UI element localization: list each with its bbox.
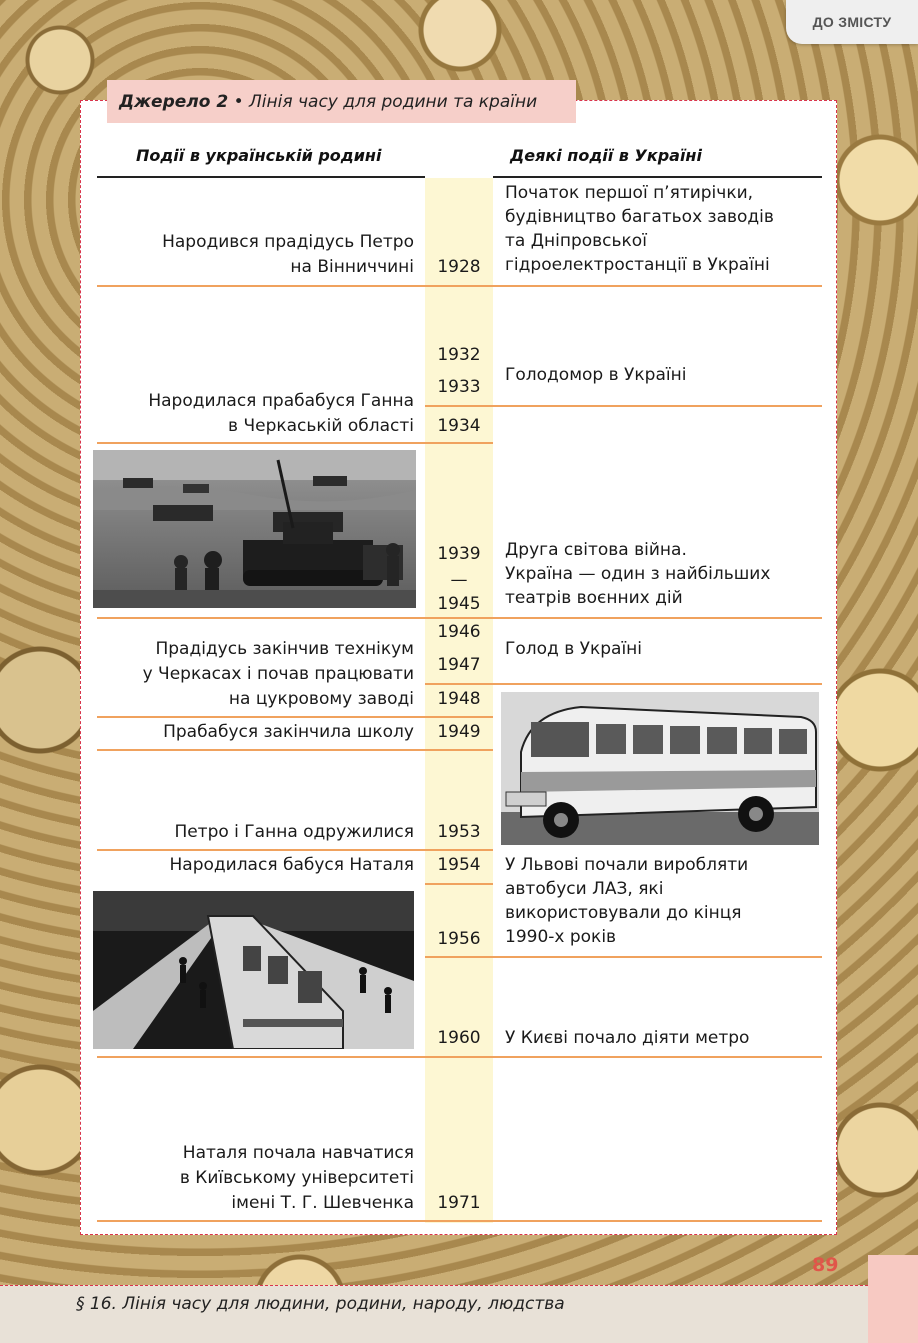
- family-event-line: Прабабуся закінчила школу: [163, 722, 414, 742]
- source-label-title: • Лінія часу для родини та країни: [228, 91, 538, 112]
- family-event-line: в Черкаській області: [228, 416, 414, 436]
- family-event-line: Народився прадідусь Петро: [162, 232, 414, 252]
- row-divider: [97, 442, 425, 444]
- family-event-line: на Вінниччині: [290, 257, 414, 277]
- year-divider: [425, 405, 493, 407]
- page-number: 89: [812, 1254, 839, 1276]
- row-divider: [493, 285, 822, 287]
- year-divider: [425, 1056, 493, 1058]
- row-divider: [493, 617, 822, 619]
- footer-divider: [0, 1285, 868, 1286]
- year-label: 1956: [437, 929, 481, 949]
- family-event-line: Прадідусь закінчив технікум: [155, 639, 414, 659]
- year-label: 1960: [437, 1028, 481, 1048]
- ukraine-event-line: автобуси ЛАЗ, які: [505, 879, 664, 899]
- header-family-events: Події в українській родині: [136, 146, 382, 165]
- ukraine-event-line: використовували до кінця: [505, 903, 742, 923]
- family-event: [148, 389, 414, 439]
- year-divider: [425, 716, 493, 718]
- year-label: 1949: [437, 722, 481, 742]
- year-label: 1945: [437, 594, 481, 614]
- ww2-tanks-photo: [93, 450, 416, 608]
- row-divider: [97, 749, 425, 751]
- ukraine-event-line: Голодомор в Україні: [505, 365, 687, 385]
- family-event: [180, 1141, 414, 1216]
- family-event-line: Народилася прабабуся Ганна: [148, 391, 414, 411]
- year-label: 1947: [437, 655, 481, 675]
- family-event-line: у Черкасах і почав працювати: [142, 664, 414, 684]
- ukraine-event-line: Україна — один з найбільших: [505, 564, 771, 584]
- row-divider: [97, 1056, 425, 1058]
- family-event: [174, 820, 414, 845]
- header-rule-left: [97, 176, 425, 178]
- year-label: 1934: [437, 416, 481, 436]
- family-event: [170, 853, 415, 878]
- year-label: 1954: [437, 855, 481, 875]
- header-ukraine-events: Деякі події в Україні: [510, 146, 702, 165]
- year-label: 1932: [437, 345, 481, 365]
- to-contents-button[interactable]: ДО ЗМІСТУ: [786, 0, 918, 44]
- ukraine-event: [505, 538, 770, 610]
- ukraine-event: [505, 1026, 749, 1050]
- page-number-box: [868, 1255, 918, 1343]
- row-divider: [97, 1220, 425, 1222]
- year-label: 1948: [437, 689, 481, 709]
- ukraine-event: [505, 181, 774, 277]
- year-divider: [425, 442, 493, 444]
- ukraine-event: [505, 853, 748, 949]
- year-divider: [425, 956, 493, 958]
- family-event: [163, 720, 414, 745]
- row-divider: [493, 1220, 822, 1222]
- ukraine-event-line: театрів воєнних дій: [505, 588, 683, 608]
- family-event-line: Петро і Ганна одружилися: [174, 822, 414, 842]
- row-divider: [493, 405, 822, 407]
- family-event-line: Народилася бабуся Наталя: [169, 855, 414, 875]
- row-divider: [493, 683, 822, 685]
- ukraine-event: [505, 363, 686, 387]
- ukraine-event-line: гідроелектростанції в Україні: [505, 255, 770, 275]
- family-event-line: на цукровому заводі: [228, 689, 414, 709]
- year-divider: [425, 683, 493, 685]
- ukraine-event-line: будівництво багатьох заводів: [505, 207, 774, 227]
- family-event-line: в Київському університеті: [179, 1168, 414, 1188]
- ukraine-event-line: У Києві почало діяти метро: [505, 1028, 750, 1048]
- row-divider: [493, 956, 822, 958]
- row-divider: [493, 1056, 822, 1058]
- source-label: [107, 80, 576, 123]
- header-rule-right: [493, 176, 822, 178]
- row-divider: [97, 617, 425, 619]
- row-divider: [97, 849, 425, 851]
- ukraine-event-line: У Львові почали виробляти: [505, 855, 749, 875]
- ukraine-event-line: Початок першої п’ятирічки,: [505, 183, 754, 203]
- year-label: 1946: [437, 622, 481, 642]
- ukraine-event-line: та Дніпровської: [505, 231, 647, 251]
- year-label: 1971: [437, 1193, 481, 1213]
- year-label: 1939: [437, 544, 481, 564]
- year-label: 1928: [437, 257, 481, 277]
- source-label-number: Джерело 2: [119, 91, 229, 112]
- year-label: 1953: [437, 822, 481, 842]
- year-divider: [425, 285, 493, 287]
- section-title: § 16. Лінія часу для людини, родини, народу, людства: [76, 1294, 565, 1314]
- row-divider: [97, 285, 425, 287]
- year-divider: [425, 849, 493, 851]
- laz-bus-photo: [501, 692, 819, 845]
- family-event: [162, 230, 414, 280]
- year-divider: [425, 617, 493, 619]
- ukraine-event-line: 1990-х років: [505, 927, 617, 947]
- year-divider: [425, 883, 493, 885]
- row-divider: [97, 716, 425, 718]
- family-event-line: Наталя почала навчатися: [182, 1143, 414, 1163]
- kyiv-metro-photo: [93, 891, 414, 1049]
- ukraine-event-line: Друга світова війна.: [505, 540, 687, 560]
- ukraine-event: [505, 637, 642, 661]
- year-divider: [425, 749, 493, 751]
- year-dash: —: [450, 570, 468, 590]
- ukraine-event-line: Голод в Україні: [505, 639, 643, 659]
- family-event-line: імені Т. Г. Шевченка: [231, 1193, 414, 1213]
- year-divider: [425, 1220, 493, 1222]
- year-label: 1933: [437, 377, 481, 397]
- family-event: [143, 637, 414, 712]
